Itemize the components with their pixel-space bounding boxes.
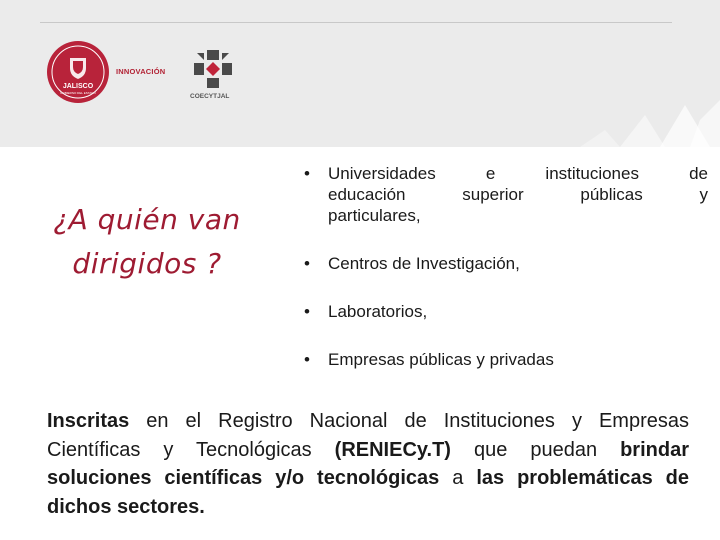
para-reniecyt: (RENIECy.T) bbox=[334, 438, 451, 461]
bullet-dot-icon: • bbox=[304, 164, 310, 183]
bullet-universidades bbox=[302, 163, 708, 226]
bullet-list bbox=[302, 163, 708, 370]
title-line-2: dirigidos ? bbox=[72, 247, 222, 280]
coecytjal-logo bbox=[192, 48, 234, 90]
bullet-laboratorios bbox=[302, 301, 708, 322]
para-text-2: que puedan bbox=[450, 438, 621, 461]
description-paragraph bbox=[47, 407, 689, 521]
bullet-dot-icon: • bbox=[304, 302, 310, 321]
para-brindar: brindar soluciones científicas y/o tecnológicas bbox=[47, 438, 689, 489]
bullet-dot-icon: • bbox=[304, 350, 310, 369]
bullet-text-line-2: educación superior públicas y bbox=[328, 185, 708, 204]
bullet-dot-icon: • bbox=[304, 254, 310, 273]
jalisco-logo bbox=[46, 40, 110, 104]
para-inscritas: Inscritas bbox=[47, 410, 130, 432]
page-title bbox=[22, 198, 272, 286]
coecytjal-label: COECYTJAL bbox=[190, 93, 230, 100]
bullet-text: Empresas públicas y privadas bbox=[328, 350, 554, 369]
bullet-text-line-1: Universidades e instituciones de bbox=[328, 164, 708, 183]
bullet-text: Centros de Investigación, bbox=[328, 254, 520, 273]
para-problematicas: las problemáticas de dichos sectores. bbox=[47, 467, 689, 518]
para-text-3: a bbox=[439, 467, 477, 489]
title-line-1: ¿A quién van bbox=[53, 203, 241, 236]
innovacion-label: INNOVACIÓN bbox=[116, 67, 166, 76]
para-text-1: en el Registro Nacional de Instituciones y Empresas Científicas y Tecnológicas bbox=[47, 410, 689, 461]
bullet-text-line-3: particulares, bbox=[328, 206, 421, 225]
header-band bbox=[0, 0, 720, 147]
jalisco-logo-text: JALISCO bbox=[62, 83, 94, 90]
bullet-empresas bbox=[302, 349, 708, 370]
decorative-triangles bbox=[560, 60, 720, 147]
bullet-text: Laboratorios, bbox=[328, 302, 428, 321]
header-divider bbox=[40, 22, 672, 23]
bullet-centros bbox=[302, 253, 708, 274]
jalisco-logo-subtext: GOBIERNO DEL ESTADO bbox=[60, 91, 96, 95]
